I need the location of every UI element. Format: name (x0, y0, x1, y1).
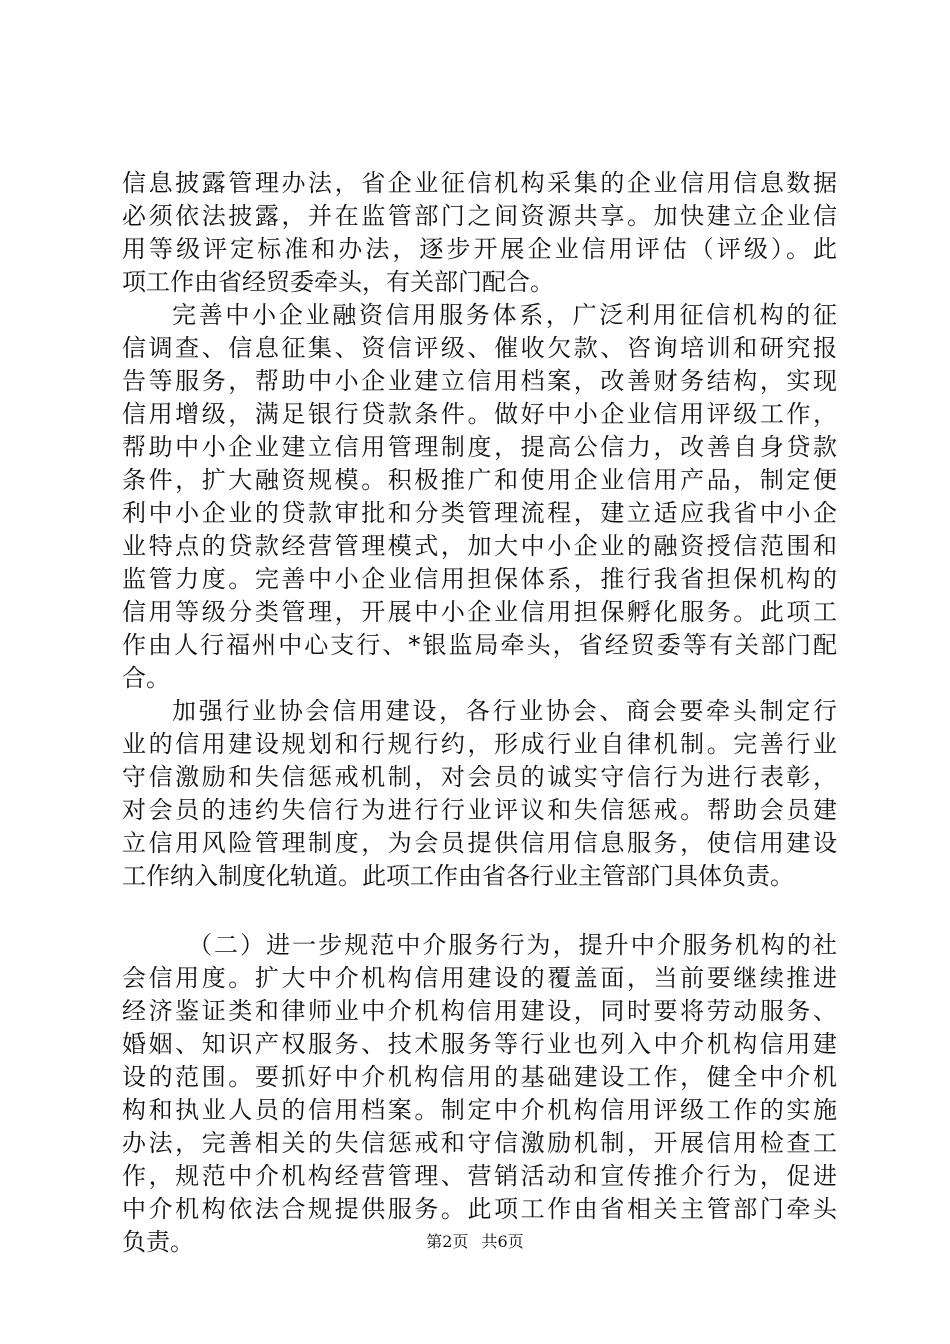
text-line: 守信激励和失信惩戒机制，对会员的诚实守信行为进行表彰， (122, 763, 837, 791)
text-line: 负责。 (122, 1228, 194, 1256)
text-line: 信用等级分类管理，开展中小企业信用担保孵化服务。此项工 (122, 598, 837, 626)
text-line: 设的范围。要抓好中介机构信用的基础建设工作，健全中介机 (122, 1063, 837, 1091)
text-line: （二）进一步规范中介服务行为，提升中介服务机构的社 (188, 931, 837, 959)
page-number: 第2页 (426, 1232, 469, 1251)
text-line: 业特点的贷款经营管理模式，加大中小企业的融资授信范围和 (122, 532, 837, 560)
text-line: 中介机构依法合规提供服务。此项工作由省相关主管部门牵头 (122, 1195, 837, 1223)
text-line: 办法，完善相关的失信惩戒和守信激励机制，开展信用检查工 (122, 1129, 837, 1157)
paragraph-1 (122, 167, 837, 299)
document-body (122, 167, 837, 1259)
text-line: 监管力度。完善中小企业信用担保体系，推行我省担保机构的 (122, 565, 837, 593)
page-total: 共6页 (481, 1232, 524, 1251)
text-line: 利中小企业的贷款审批和分类管理流程，建立适应我省中小企 (122, 499, 837, 527)
text-line: 必须依法披露，并在监管部门之间资源共享。加快建立企业信 (122, 202, 837, 230)
text-line: 合。 (122, 664, 170, 692)
text-line: 立信用风险管理制度，为会员提供信用信息服务，使信用建设 (122, 829, 837, 857)
text-line: 工作纳入制度化轨道。此项工作由省各行业主管部门具体负责。 (122, 862, 794, 890)
text-line: 会信用度。扩大中介机构信用建设的覆盖面，当前要继续推进 (122, 964, 837, 992)
text-line: 条件，扩大融资规模。积极推广和使用企业信用产品，制定便 (122, 466, 837, 494)
text-line: 作由人行福州中心支行、*银监局牵头，省经贸委等有关部门配 (122, 631, 837, 659)
text-line: 用等级评定标准和办法，逐步开展企业信用评估（评级）。此 (122, 235, 837, 263)
text-line: 信息披露管理办法，省企业征信机构采集的企业信用信息数据 (122, 169, 837, 197)
text-line: 经济鉴证类和律师业中介机构信用建设，同时要将劳动服务、 (122, 997, 837, 1025)
text-line: 作，规范中介机构经营管理、营销活动和宣传推介行为，促进 (122, 1162, 837, 1190)
text-line: 构和执业人员的信用档案。制定中介机构信用评级工作的实施 (122, 1096, 837, 1124)
text-line: 帮助中小企业建立信用管理制度，提高公信力，改善自身贷款 (122, 433, 837, 461)
text-line: 对会员的违约失信行为进行行业评议和失信惩戒。帮助会员建 (122, 796, 837, 824)
paragraph-3 (122, 695, 837, 893)
page-footer (0, 1232, 950, 1252)
text-line: 项工作由省经贸委牵头，有关部门配合。 (122, 268, 554, 296)
text-line: 加强行业协会信用建设，各行业协会、商会要牵头制定行 (172, 697, 837, 725)
paragraph-gap (122, 893, 837, 929)
text-line: 业的信用建设规划和行规行约，形成行业自律机制。完善行业 (122, 730, 837, 758)
text-line: 告等服务，帮助中小企业建立信用档案，改善财务结构，实现 (122, 367, 837, 395)
text-line: 信调查、信息征集、资信评级、催收欠款、咨询培训和研究报 (122, 334, 837, 362)
paragraph-2 (122, 299, 837, 695)
text-line: 婚姻、知识产权服务、技术服务等行业也列入中介机构信用建 (122, 1030, 837, 1058)
text-line: 完善中小企业融资信用服务体系，广泛利用征信机构的征 (172, 301, 837, 329)
paragraph-4 (122, 929, 837, 1259)
text-line: 信用增级，满足银行贷款条件。做好中小企业信用评级工作， (122, 400, 837, 428)
